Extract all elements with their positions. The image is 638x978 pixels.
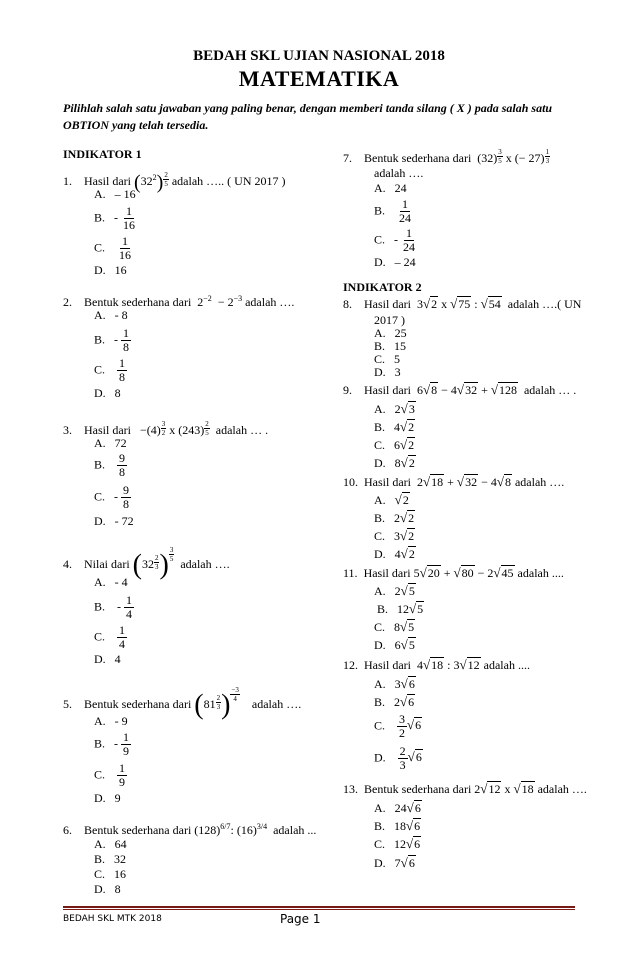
q3-option-c[interactable]: C. - $\frac{9}{8}$ xyxy=(94,483,130,511)
q12-option-b[interactable]: B. 2√6 xyxy=(374,694,415,709)
q13-option-d[interactable]: D. 7√6 xyxy=(374,855,415,870)
q10-option-a[interactable]: A. √2 xyxy=(374,492,409,507)
question-8: 8. Hasil dari 3√2 x √75 : √54 adalah ….( UN xyxy=(343,296,582,311)
q4-option-c[interactable]: C. $\frac{1}{4}$ xyxy=(94,623,126,651)
q8-option-a[interactable]: A. 25 xyxy=(374,326,407,340)
q10-option-c[interactable]: C. 3√2 xyxy=(374,528,415,543)
indikator-2-heading: INDIKATOR 2 xyxy=(343,280,422,294)
question-11: 11. Hasil dari 5√20 + √80 − 2√45 adalah .... xyxy=(343,565,564,580)
question-6: 6. Bentuk sederhana dari $(128)^{6/7}$: $(16)^{3/4}$ adalah ... xyxy=(63,822,317,837)
q6-option-a[interactable]: A. 64 xyxy=(94,837,127,851)
q5-option-c[interactable]: C. $\frac{1}{9}$ xyxy=(94,761,126,789)
q8-option-c[interactable]: C. 5 xyxy=(374,352,401,366)
footer-rule-thin xyxy=(63,909,575,910)
q2-option-d[interactable]: D. 8 xyxy=(94,386,121,400)
q12-option-c[interactable]: C. $\frac{3}{2}$ √6 xyxy=(374,712,422,740)
q7-option-c[interactable]: C. - $\frac{1}{24}$ xyxy=(374,226,416,254)
question-13: 13. Bentuk sederhana dari 2√12 x √18 adalah …. xyxy=(343,781,587,796)
q13-option-a[interactable]: A. 24√6 xyxy=(374,800,421,815)
q6-option-b[interactable]: B. 32 xyxy=(94,852,127,866)
q8-option-d[interactable]: D. 3 xyxy=(374,365,401,379)
question-10: 10. Hasil dari 2√18 + √32 − 4√8 adalah …. xyxy=(343,474,565,489)
q13-option-b[interactable]: B. 18√6 xyxy=(374,818,421,833)
q3-option-a[interactable]: A. 72 xyxy=(94,436,127,450)
q4-option-d[interactable]: D. 4 xyxy=(94,652,121,666)
q4-option-b[interactable]: B. - $\frac{1}{4}$ xyxy=(94,593,133,621)
q3-option-b[interactable]: B. $\frac{9}{8}$ xyxy=(94,451,126,479)
q11-option-a[interactable]: A. 2√5 xyxy=(374,583,415,598)
page-number: Page 1 xyxy=(280,912,321,926)
question-12: 12. Hasil dari 4√18 : 3√12 adalah .... xyxy=(343,657,530,672)
q10-option-b[interactable]: B. 2√2 xyxy=(374,510,415,525)
q11-option-d[interactable]: D. 6√5 xyxy=(374,637,415,652)
q5-option-d[interactable]: D. 9 xyxy=(94,791,121,805)
instruction-text: Pilihlah salah satu jawaban yang paling benar, dengan memberi tanda silang ( X ) pada salah satu OBTION yang telah tersedia. xyxy=(63,101,553,132)
q12-option-d[interactable]: D. $\frac{2}{3}$ √6 xyxy=(374,744,422,772)
header-title: BEDAH SKL UJIAN NASIONAL 2018 xyxy=(193,48,445,64)
q3-option-d[interactable]: D. - 72 xyxy=(94,514,134,528)
q9-option-a[interactable]: A. 2√3 xyxy=(374,401,415,416)
q2-option-a[interactable]: A. - 8 xyxy=(94,308,128,322)
q7-option-a[interactable]: A. 24 xyxy=(374,181,407,195)
q4-option-a[interactable]: A. - 4 xyxy=(94,575,128,589)
q2-option-c[interactable]: C. $\frac{1}{8}$ xyxy=(94,356,126,384)
q6-option-d[interactable]: D. 8 xyxy=(94,882,121,896)
q2-option-b[interactable]: B. - $\frac{1}{8}$ xyxy=(94,326,130,354)
header-subject: MATEMATIKA xyxy=(238,66,400,91)
q5-option-a[interactable]: A. - 9 xyxy=(94,714,128,728)
q1-option-b[interactable]: B. - $\frac{1}{16}$ xyxy=(94,204,136,232)
q7-option-b[interactable]: B. $\frac{1}{24}$ xyxy=(374,197,412,225)
q9-option-c[interactable]: C. 6√2 xyxy=(374,437,415,452)
q9-option-b[interactable]: B. 4√2 xyxy=(374,419,415,434)
q13-option-c[interactable]: C. 12√6 xyxy=(374,836,421,851)
question-7: 7. Bentuk sederhana dari (32) $\frac{3}{5}$ x (− 27) $\frac{1}{3}$ xyxy=(343,148,550,165)
question-4: 4. Nilai dari (32 $\frac{2}{3}$ ) $\frac{3}{5}$ adalah …. xyxy=(63,546,230,581)
question-3: 3. Hasil dari −(4) $\frac{3}{2}$ x (243) $\frac{2}{5}$ adalah … . xyxy=(63,420,269,437)
question-1: 1. Hasil dari $(32^2)$ $\frac{2}{5}$ adalah ….. ( UN 2017 ) xyxy=(63,171,286,194)
footer-title: BEDAH SKL MTK 2018 xyxy=(63,914,162,924)
q8-post2: 2017 ) xyxy=(374,313,405,327)
q11-option-c[interactable]: C. 8√5 xyxy=(374,619,415,634)
q1-option-d[interactable]: D. 16 xyxy=(94,263,127,277)
q7-post: adalah …. xyxy=(374,166,424,180)
question-5: 5. Bentuk sederhana dari (81 $\frac{2}{3}$ ) $\frac{-3}{4}$ adalah …. xyxy=(63,686,302,721)
q1-option-c[interactable]: C. $\frac{1}{16}$ xyxy=(94,234,132,262)
q5-option-b[interactable]: B. - $\frac{1}{9}$ xyxy=(94,730,130,758)
q7-option-d[interactable]: D. – 24 xyxy=(374,255,416,269)
q8-option-b[interactable]: B. 15 xyxy=(374,339,407,353)
q1-option-a[interactable]: A. – 16 xyxy=(94,187,136,201)
footer-rule-thick xyxy=(63,906,575,908)
q10-option-d[interactable]: D. 4√2 xyxy=(374,546,415,561)
q12-option-a[interactable]: A. 3√6 xyxy=(374,676,415,691)
q9-option-d[interactable]: D. 8√2 xyxy=(374,455,415,470)
q6-option-c[interactable]: C. 16 xyxy=(94,867,127,881)
question-2: 2. Bentuk sederhana dari $2^{-2} - 2^{-3}$ adalah …. xyxy=(63,294,295,309)
q11-option-b[interactable]: B. 12√5 xyxy=(377,601,424,616)
indikator-1-heading: INDIKATOR 1 xyxy=(63,147,142,161)
question-9: 9. Hasil dari 6√8 − 4√32 + √128 adalah … . xyxy=(343,382,577,397)
